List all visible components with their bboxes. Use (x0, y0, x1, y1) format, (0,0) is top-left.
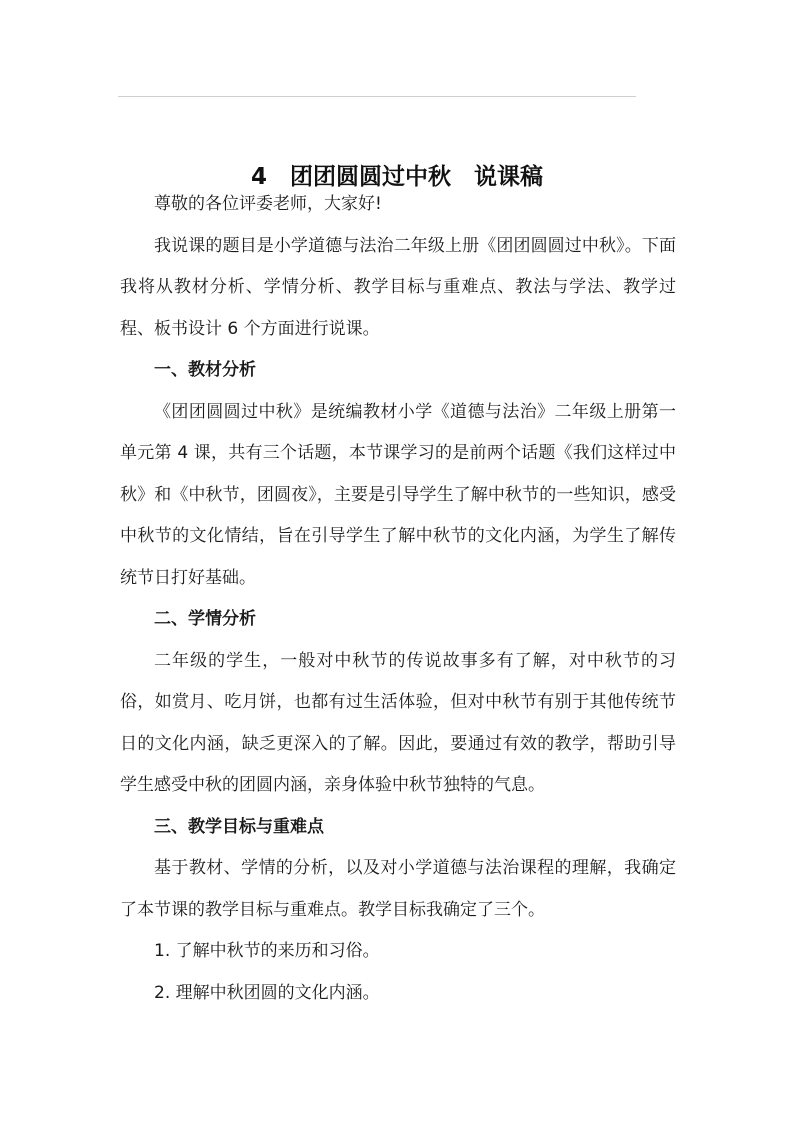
section-heading-textbook-analysis: 一、教材分析 (154, 360, 256, 380)
page-title: 4 团团圆圆过中秋 说课稿 (250, 164, 543, 191)
section-heading-student-analysis: 二、学情分析 (154, 609, 256, 629)
section-paragraph-textbook-analysis: 《团团圆圆过中秋》是统编教材小学《道德与法治》二年级上册第一单元第 4 课，共有三个话题，本节课学习的是前两个话题《我们这样过中秋》和《中秋节，团圆夜》，主要是引导学生了解中秋节的一些知识，感受中秋节的文化情结，旨在引导学生了解中秋节的文化内涵，为学生了解传统节日打好基础。 (120, 401, 676, 588)
greeting: 尊敬的各位评委老师，大家好! (154, 194, 382, 214)
goal-item: 1. 了解中秋节的来历和习俗。 (154, 941, 380, 961)
section-paragraph-student-analysis: 二年级的学生，一般对中秋节的传说故事多有了解，对中秋节的习俗，如赏月、吃月饼，也都有过生活体验，但对中秋节有别于其他传统节日的文化内涵，缺乏更深入的了解。因此，要通过有效的教学，帮助引导学生感受中秋的团圆内涵，亲身体验中秋节独特的气息。 (120, 650, 676, 795)
intro-paragraph: 我说课的题目是小学道德与法治二年级上册《团团圆圆过中秋》。下面我将从教材分析、学情分析、教学目标与重难点、教法与学法、教学过程、板书设计 6 个方面进行说课。 (120, 235, 676, 339)
document-body (120, 184, 676, 1014)
section-paragraph-teaching-goals: 基于教材、学情的分析，以及对小学道德与法治课程的理解，我确定了本节课的教学目标与重难点。教学目标我确定了三个。 (120, 858, 676, 920)
header-rule (118, 96, 636, 97)
section-heading-teaching-goals: 三、教学目标与重难点 (154, 816, 324, 837)
goal-item: 2. 理解中秋团圆的文化内涵。 (154, 982, 380, 1003)
